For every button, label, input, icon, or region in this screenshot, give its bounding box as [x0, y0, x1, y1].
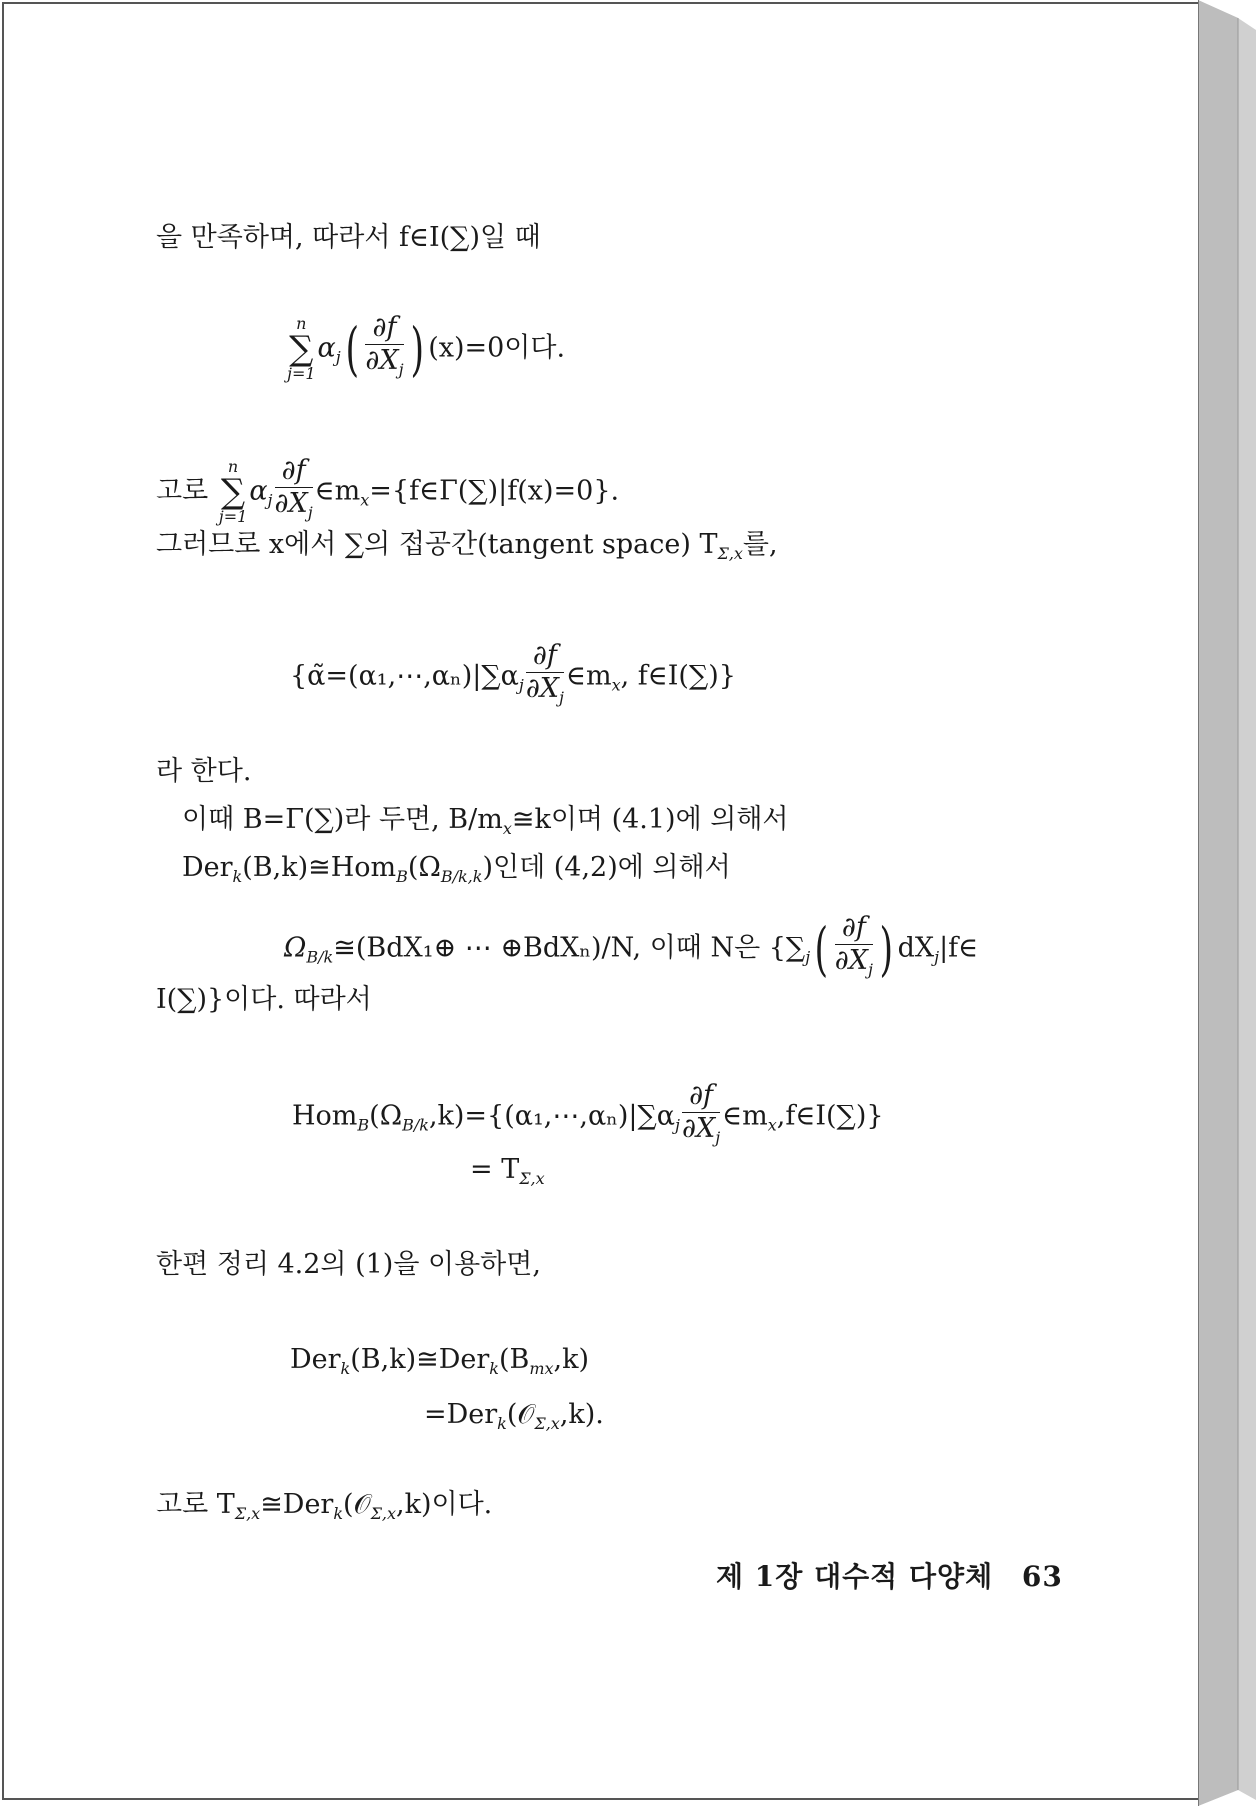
sum-operator: n ∑ j=1	[218, 457, 248, 526]
text-line-7: I(∑)}이다. 따라서	[156, 984, 372, 1015]
sum-operator: n ∑ j=1	[287, 314, 316, 383]
page-edge-shadow	[1198, 0, 1256, 1806]
text-line-8: 한편 정리 4.2의 (1)을 이용하면,	[156, 1249, 541, 1280]
text-line-2: 고로 n ∑ j=1 $\alpha_j$ $\frac{\partial f}{\partial X_j}$ $\in m_x=\{f\in\Gamma(\sum)|f(x)=0\}$.	[156, 455, 619, 529]
fraction-df-dxj: $\frac{\partial f}{\partial X_j}$	[365, 312, 404, 379]
text-line-5: 이때 B=Γ(∑)라 두면, $B/m_x≅k$이며 (4.1)에 의해서	[182, 804, 789, 838]
equation-5a: $Der_k(B,k)≅Der_k(B_{mx},k)$	[290, 1344, 590, 1378]
text-line-4: 라 한다.	[156, 756, 252, 787]
page-number: 63	[1021, 1560, 1063, 1593]
equation-1-tail: (x)=0이다.	[428, 332, 566, 364]
equation-5b: =Der$_k$(𝒪$_{\Sigma,x}$,k).	[424, 1399, 604, 1433]
equation-1: n ∑ j=1 $\alpha_j$( $\frac{\partial f}{\partial X_j}$ ) (x)=0이다.	[285, 312, 565, 386]
equation-3: $\Omega_{B/k}≅(BdX_1\oplus$ ⋯ ⊕BdXₙ)/N, 이때 N은 {$\sum_j$( $\frac{\partial f}{\partial X_j}$ ) $dX_j|f\in$	[284, 912, 978, 986]
text-line-1	[156, 218, 541, 258]
text-line-9: 고로 $T_{\Sigma,x}≅Der_k(𝒪_{\Sigma,x},k)$이다.	[156, 1489, 493, 1523]
chapter-title: 제 1장 대수적 다양체	[716, 1560, 994, 1593]
text-line-3: 그러므로 x에서 ∑의 접공간(tangent space) $T_{\Sigma,x}$를,	[156, 529, 778, 563]
fraction-df-dxj: $\frac{\partial f}{\partial X_j}$	[274, 455, 313, 522]
page-footer	[716, 1555, 1063, 1595]
equation-4-continuation: = $T_{\Sigma,x}$	[470, 1154, 545, 1188]
equation-4: $Hom_B(\Omega_{B/k},k)=\{(\alpha_1,\cdots,\alpha_n)|\sum\alpha_j$ $\frac{\partial f}{\partial X_j}$ $\in m_x,f\in I(\sum)$}	[292, 1080, 884, 1154]
equation-2: {$\alphã=(\alpha_1,\cdots,\alpha_n)|\sum\alpha_j$ $\frac{\partial f}{\partial X_j}$ $\in m_x$, f∈I(∑)}	[290, 640, 736, 714]
text-line-6: $Der_k(B,k)≅Hom_B(\Omega_{B/k,k})$인데 (4,2)에 의해서	[182, 852, 731, 886]
fraction-df-dxj: $\frac{\partial f}{\partial X_j}$	[682, 1080, 721, 1147]
fraction-df-dxj: $\frac{\partial f}{\partial X_j}$	[525, 640, 564, 707]
line-1-text: 을 만족하며, 따라서 f∈I(∑)일 때	[156, 222, 541, 253]
fraction-df-dxj: $\frac{\partial f}{\partial X_j}$	[834, 912, 873, 979]
